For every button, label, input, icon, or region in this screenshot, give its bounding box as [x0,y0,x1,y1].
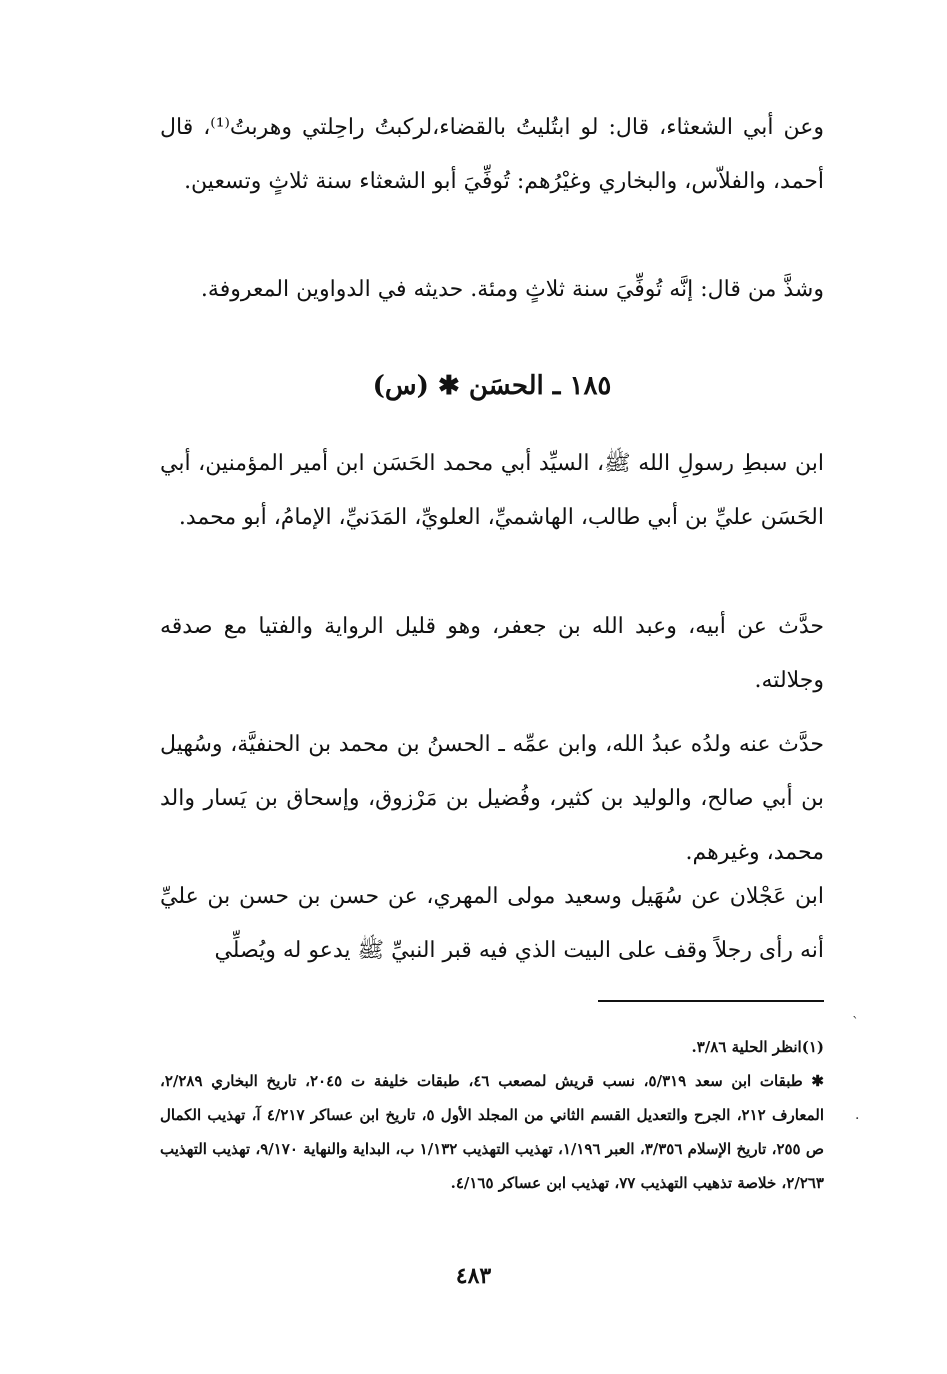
entry-narrated-from [160,600,824,708]
margin-mark: · [855,1111,860,1127]
footnotes [160,1030,824,1200]
entry-hadith-text: ابن عَجْلان عن سُهَيل وسعيد مولى المهري، عن حسن بن حسن بن عليِّ أنه رأى رجلاً وقف على البيت الذي فيه قبر النبيِّ ﷺ يدعو له ويُصلِّي [160,884,824,963]
paragraph-odd-opinion [160,263,824,317]
paragraph-abu-shatha-text: وعن أبي الشعثاء، قال: لو ابتُليتُ بالقضاء،لركبتُ راحِلتي وهربتُ⁽¹⁾، قال أحمد، والفلاّس، والبخاري وغيْرُهم: تُوفِّيَ أبو الشعثاء سنة ثلاثٍ وتسعين. [160,115,824,194]
entry-narrators [160,718,824,880]
entry-narrated-from-text: حدَّث عن أبيه، وعبد الله بن جعفر، وهو قليل الرواية والفتيا مع صدقه وجلالته. [160,614,824,693]
entry-hadith [160,870,824,978]
paragraph-odd-opinion-text: وشذَّ من قال: إنَّه تُوفِّيَ سنة ثلاثٍ ومئة. حديثه في الدواوين المعروفة. [200,277,824,302]
entry-heading: ١٨٥ ـ الحسَن ✱ (س) [372,371,612,401]
entry-bio-text: ابن سبطِ رسولِ الله ﷺ، السيِّد أبي محمد الحَسَن ابن أمير المؤمنين، أبي الحَسَن عليِّ بن أبي طالب، الهاشميِّ، العلويِّ، المَدَنيِّ، الإمامُ، أبو محمد. [160,451,824,530]
footnote-sources: ✱ طبقات ابن سعد ٥/٣١٩، نسب قريش لمصعب ٤٦، طبقات خليفة ت ٢٠٤٥، تاريخ البخاري ٢/٢٨٩، المعارف ٢١٢، الجرح والتعديل القسم الثاني من المجلد الأول ٥، تاريخ ابن عساكر ٤/٢١٧ آ، تهذيب الكمال ص ٢٥٥، تاريخ الإسلام ٣/٣٥٦، العبر ١/١٩٦، تهذيب التهذيب ١/١٣٢ ب، البداية والنهاية ٩/١٧٠، تهذيب التهذيب ٢/٢٦٣، خلاصة تذهيب التهذيب ٧٧، تهذيب ابن عساكر ٤/١٦٥. [160,1072,825,1192]
footnote-divider [598,1000,824,1002]
footnote-1: (١)انظر الحلية ٣/٨٦. [691,1038,824,1056]
entry-narrators-text: حدَّث عنه ولدُه عبدُ الله، وابن عمِّه ـ الحسنُ بن محمد بن الحنفيَّة، وسُهيل بن أبي صالح، والوليد بن كثير، وفُضيل بن مَرْزوق، وإسحاق بن يَسار والد محمد، وغيرهم. [160,732,824,865]
entry-bio [160,437,824,545]
margin-mark: ˋ [852,1015,859,1031]
page-number: ٤٨٣ [455,1263,492,1289]
paragraph-abu-shatha [160,101,824,209]
